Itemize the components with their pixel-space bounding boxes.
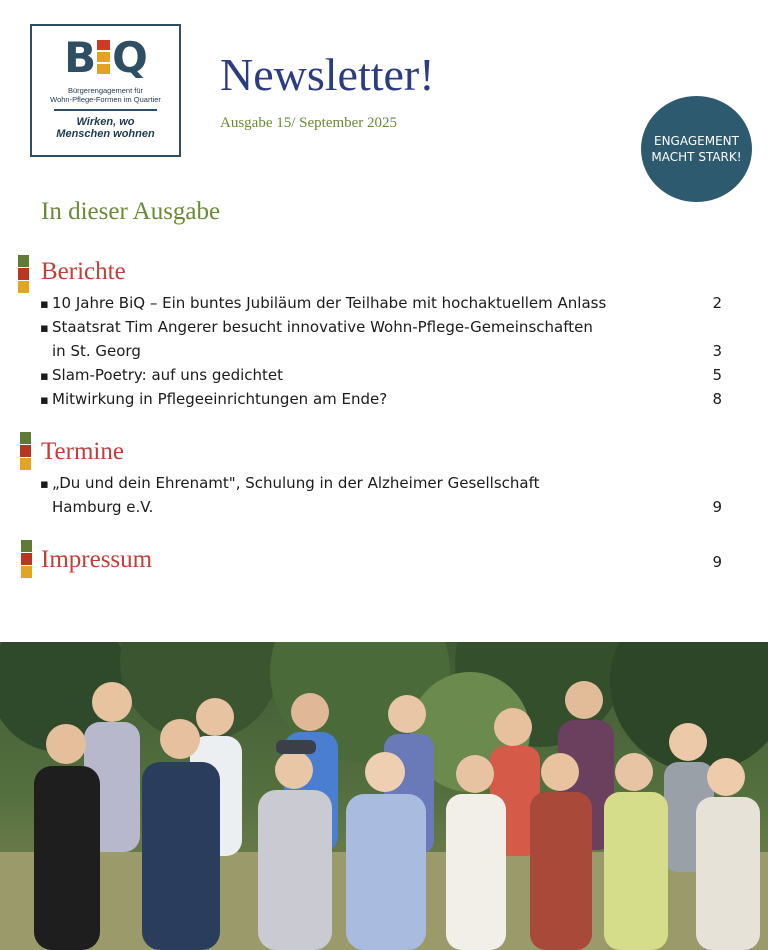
logo-subtitle (36, 86, 175, 104)
biq-logo (30, 24, 181, 157)
bullet-icon: ▪ (40, 477, 49, 492)
engagement-badge: ENGAGEMENT MACHT STARK! (641, 96, 752, 202)
logo-color-blocks (97, 40, 110, 74)
bullet-icon: ▪ (40, 297, 49, 312)
bullet-icon: ▪ (40, 393, 49, 408)
logo-letter-q: Q (112, 33, 147, 82)
toc-item[interactable] (40, 318, 593, 336)
page-number: 2 (712, 294, 722, 312)
toc-item[interactable] (40, 294, 606, 312)
toc-item[interactable] (40, 366, 283, 384)
page-number: 5 (712, 366, 722, 384)
toc-item-continuation: Hamburg e.V. (52, 498, 154, 516)
logo-divider (54, 109, 157, 111)
toc-item-text: Slam-Poetry: auf uns gedichtet (52, 366, 284, 384)
section-marker-impressum (21, 540, 32, 578)
bullet-icon: ▪ (40, 369, 49, 384)
toc-item[interactable] (40, 474, 540, 492)
section-marker-berichte (18, 255, 29, 293)
logo-tagline (36, 116, 175, 140)
section-title-impressum[interactable]: Impressum (41, 546, 153, 573)
page-number: 9 (712, 498, 722, 516)
logo-tagline-line-1: Wirken, wo (76, 116, 135, 128)
toc-item-text: Staatsrat Tim Angerer besucht innovative Wohn-Pflege-Gemeinschaften (52, 318, 593, 336)
section-marker-termine (20, 432, 31, 470)
newsletter-title: Newsletter! (220, 49, 435, 100)
toc-heading: In dieser Ausgabe (41, 198, 221, 225)
bullet-icon: ▪ (40, 321, 49, 336)
section-title-berichte: Berichte (41, 258, 126, 285)
logo-letter-b: B (64, 33, 96, 82)
page-number: 3 (712, 342, 722, 360)
logo-subtitle-line-2: Wohn-Pflege-Formen im Quartier (50, 95, 161, 104)
page-number: 9 (712, 553, 722, 571)
logo-subtitle-line-1: Bürgerengagement für (67, 86, 144, 95)
toc-item-text: Mitwirkung in Pflegeeinrichtungen am Ende? (52, 390, 388, 408)
page-number: 8 (712, 390, 722, 408)
toc-item-text: 10 Jahre BiQ – Ein buntes Jubiläum der Teilhabe mit hochaktuellem Anlass (52, 294, 607, 312)
toc-item[interactable] (40, 390, 387, 408)
logo-tagline-line-2: Menschen wohnen (56, 128, 155, 140)
group-photo (0, 642, 768, 950)
toc-item-continuation: in St. Georg (52, 342, 141, 360)
issue-info: Ausgabe 15/ September 2025 (220, 115, 398, 131)
logo-wordmark (32, 34, 179, 82)
section-title-termine: Termine (41, 438, 124, 465)
toc-item-text: „Du und dein Ehrenamt", Schulung in der Alzheimer Gesellschaft (52, 474, 540, 492)
group-photo-illustration (0, 642, 768, 950)
